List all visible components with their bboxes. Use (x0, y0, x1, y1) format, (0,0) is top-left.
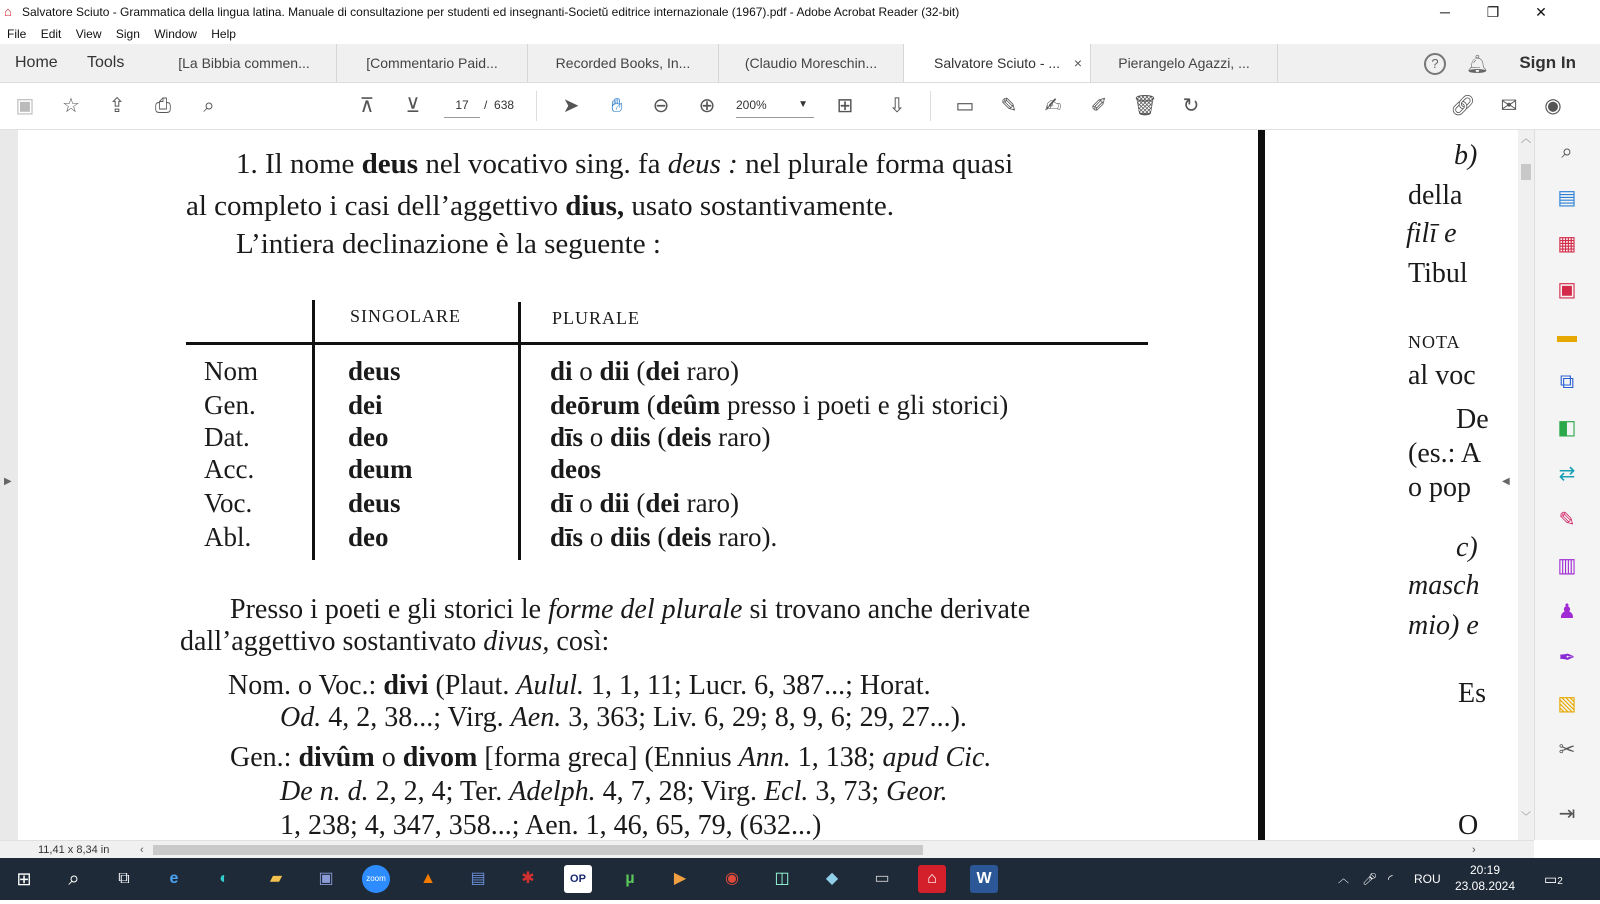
organize-pages-icon[interactable]: ▦ (1557, 233, 1577, 255)
right-text: De (1456, 404, 1489, 435)
doc-tab-2[interactable]: [Commentario Paid... (337, 44, 528, 82)
plural-forms (550, 422, 771, 453)
menu-view[interactable]: View (75, 27, 102, 41)
para1-line2: al completo i casi dell’aggettivo dius, usato sostantivamente. (186, 190, 894, 222)
close-tab-icon[interactable]: × (1073, 55, 1082, 71)
op-app-icon[interactable]: OP (564, 865, 592, 893)
send-for-review-icon[interactable]: ⇄ (1558, 463, 1576, 485)
plural-segment: raro) (679, 356, 740, 386)
table-divider (518, 302, 521, 560)
singular-form: dei (348, 390, 383, 420)
right-text: Tibul (1408, 258, 1468, 289)
singular-form: deus (348, 488, 401, 518)
table-head-plural: PLURALE (552, 308, 640, 328)
comment-tool-icon[interactable]: ▬ (1557, 325, 1577, 347)
windows-taskbar (0, 858, 1600, 900)
word-icon[interactable]: W (970, 865, 998, 893)
case-label: Nom (204, 356, 258, 386)
maximize-button[interactable]: ❐ (1486, 4, 1500, 20)
gen-line1: Gen.: divûm o divom [forma greca] (Ennius Ann. 1, 138; apud Cic. (230, 742, 992, 773)
upload-cloud-icon[interactable]: ⇪ (108, 95, 126, 117)
print-icon[interactable]: ⎙ (155, 95, 171, 117)
singular-form: deum (348, 454, 413, 484)
bell-icon[interactable]: 🔔︎ (1466, 54, 1489, 74)
find-zoom-icon[interactable]: ⌕ (203, 95, 215, 117)
rotate-icon[interactable]: ↻ (1182, 95, 1200, 117)
plural-segment: dei (645, 488, 680, 518)
singular-form: deo (348, 522, 389, 552)
hand-tool-icon[interactable]: ✋︎ (611, 95, 623, 117)
menu-edit[interactable]: Edit (40, 27, 62, 41)
plural-segment: o (572, 356, 600, 386)
plural-segment: ( (629, 488, 646, 518)
pdf-page (18, 130, 1518, 840)
plural-segment: deis (666, 422, 712, 452)
fill-sign-icon[interactable]: ✎ (1558, 509, 1576, 531)
nom-line2: Od. 4, 2, 38...; Virg. Aen. 3, 363; Liv. 6, 29; 8, 9, 6; 29, 27...). (280, 702, 967, 733)
vlc-icon[interactable]: ▲ (420, 870, 436, 887)
zoom-value: 200% (736, 98, 767, 112)
title-bar (0, 0, 1600, 24)
page-edge (1258, 130, 1265, 840)
expand-left-icon[interactable]: ▶ (4, 476, 12, 487)
comment-icon[interactable]: ▭ (955, 95, 975, 117)
sign-tool-icon[interactable]: ✒ (1558, 647, 1576, 669)
task-view-icon[interactable]: ⧉ (118, 870, 130, 887)
export-pdf-icon[interactable]: ▣ (1557, 279, 1577, 301)
doc-tab-6[interactable]: Pierangelo Agazzi, ... (1091, 44, 1278, 82)
para2-line2: dall’aggettivo sostantivato divus, così: (180, 626, 610, 657)
scroll-left-icon[interactable]: ‹ (140, 844, 144, 856)
edit-form-icon[interactable]: ✐ (1090, 95, 1108, 117)
table-divider (312, 300, 315, 560)
notification-center-icon[interactable]: ▭2 (1544, 871, 1563, 887)
plural-forms (550, 390, 1008, 421)
doc-tab-active[interactable] (904, 44, 1091, 82)
case-label: Acc. (204, 454, 255, 484)
plural-segment: diis (610, 422, 651, 452)
sign-icon[interactable]: ✍︎ (1044, 95, 1062, 117)
menu-bar (0, 24, 1600, 44)
notes-app-icon[interactable]: ◆ (825, 870, 839, 887)
collapse-right-panel-icon[interactable]: ◀ (1502, 476, 1510, 487)
microphone-icon[interactable]: 🎤︎ (1362, 872, 1378, 886)
scroll-down-icon[interactable]: ﹀ (1521, 812, 1531, 823)
page-number-input[interactable]: 17 (444, 93, 480, 118)
page-total: / 638 (484, 98, 515, 112)
plural-segment: ( (640, 390, 656, 420)
menu-sign[interactable]: Sign (115, 27, 140, 41)
case-label: Gen. (204, 390, 256, 420)
plural-segment: deûm (655, 390, 721, 420)
plural-segment: deōrum (550, 390, 640, 420)
plural-segment: diis (610, 522, 651, 552)
right-text: mio) e (1408, 610, 1479, 641)
chevron-down-icon: ▼ (798, 99, 808, 110)
account-icon[interactable]: ◉ (1544, 95, 1562, 117)
right-text: al voc (1408, 360, 1476, 391)
vertical-scrollbar[interactable] (1502, 130, 1534, 840)
document-viewer[interactable] (18, 130, 1518, 840)
plural-segment: dii (599, 488, 630, 518)
combine-files-icon[interactable]: ⧉ (1559, 371, 1575, 393)
plural-segment: ( (629, 356, 646, 386)
toolbar-separator (536, 91, 537, 121)
game-app-icon[interactable]: ✱ (521, 870, 535, 887)
plural-segment: dii (599, 356, 630, 386)
create-pdf-icon[interactable]: ▤ (1557, 187, 1577, 209)
plural-segment: raro) (711, 422, 771, 452)
left-panel-collapsed[interactable] (0, 130, 18, 840)
plural-segment: dīs (550, 522, 584, 552)
minimize-button[interactable]: ─ (1440, 4, 1450, 20)
zoom-app-icon[interactable]: zoom (362, 865, 390, 893)
right-text: della (1408, 180, 1463, 211)
page-size-label: 11,41 x 8,34 in (38, 844, 110, 856)
tab-home[interactable]: Home (15, 54, 58, 71)
plural-segment: presso i poeti e gli storici) (720, 390, 1009, 420)
plural-forms (550, 356, 739, 387)
plural-segment: ( (650, 522, 667, 552)
page-fit-icon[interactable]: ⊞ (836, 95, 854, 117)
media-player-icon[interactable]: ▶ (673, 870, 687, 887)
doc-tab-1[interactable]: [La Bibbia commen... (152, 44, 337, 82)
share-link-icon[interactable]: 🔗︎ (1450, 95, 1476, 117)
right-text: masch (1408, 570, 1480, 601)
plural-segment: dīs (550, 422, 584, 452)
highlight-pen-icon[interactable]: ✎ (1000, 95, 1018, 117)
next-page-icon[interactable]: ⊻ (405, 95, 421, 117)
plural-segment: raro). (711, 522, 778, 552)
table-head-singular: SINGOLARE (350, 306, 461, 326)
zoom-in-icon[interactable]: ⊕ (698, 95, 716, 117)
toolbar-separator (930, 91, 931, 121)
right-text: (es.: A (1408, 438, 1482, 469)
tab-tools[interactable]: Tools (87, 54, 125, 71)
case-label: Dat. (204, 422, 250, 452)
singular-form: deo (348, 422, 389, 452)
close-window-button[interactable]: ✕ (1535, 4, 1547, 20)
right-text: o pop (1408, 472, 1471, 503)
right-text: filī e (1406, 218, 1457, 249)
app-window-icon[interactable]: ▭ (874, 870, 890, 887)
plural-segment: dei (645, 356, 680, 386)
active-tab-label: Salvatore Sciuto - ... (934, 55, 1061, 71)
plural-forms (550, 522, 777, 553)
bookmark-star-icon[interactable]: ☆ (62, 95, 80, 117)
delete-icon[interactable]: 🗑︎ (1132, 95, 1158, 117)
gen-line2: De n. d. 2, 2, 4; Ter. Adelph. 4, 7, 28; Virg. Ecl. 3, 73; Geor. (280, 776, 948, 807)
start-windows-icon[interactable]: ⊞ (16, 869, 32, 889)
help-icon[interactable]: ? (1424, 53, 1446, 75)
compress-icon[interactable]: ◧ (1557, 417, 1577, 439)
notes-icon[interactable]: ▧ (1557, 693, 1577, 715)
plural-segment: deis (666, 522, 712, 552)
previous-page-icon[interactable]: ⊼ (359, 95, 375, 117)
search-zoom-icon[interactable]: ⌕ (1561, 141, 1573, 163)
scroll-right-icon[interactable]: › (1472, 844, 1476, 856)
notification-count: 2 (1557, 876, 1563, 887)
file-explorer-icon[interactable]: ▰ (269, 870, 283, 887)
window-title: Salvatore Sciuto - Grammatica della lingua latina. Manuale di consultazione per studenti ed insegnanti-Societŭ editrice internazionale (1967).pdf - Adobe Acrobat Reader (32-bit) (22, 5, 960, 19)
clock-date: 23.08.2024 (1454, 879, 1516, 893)
sign-in-link[interactable]: Sign In (1519, 53, 1576, 72)
request-signature-icon[interactable]: ♟ (1558, 601, 1576, 623)
edit-pdf-icon[interactable]: ▥ (1557, 555, 1577, 577)
wifi-icon[interactable]: ◜ (1388, 872, 1393, 886)
case-label: Abl. (204, 522, 252, 552)
plural-segment: raro) (679, 488, 740, 518)
collapse-panel-icon[interactable]: ⇥ (1558, 803, 1576, 825)
chrome-icon[interactable]: ◉ (725, 870, 739, 887)
plural-segment: ( (650, 422, 667, 452)
internet-explorer-icon[interactable]: e (169, 870, 179, 887)
save-app-icon[interactable]: ▤ (470, 870, 486, 887)
menu-file[interactable]: File (7, 27, 27, 41)
store-icon[interactable]: ◫ (774, 870, 790, 887)
tab-bar (0, 44, 1600, 83)
language-indicator[interactable]: ROU (1414, 872, 1441, 886)
right-text: NOTA (1408, 332, 1461, 352)
doc-tab-4[interactable]: (Claudio Moreschin... (719, 44, 904, 82)
para1-line3: L’intiera declinazione è la seguente : (236, 228, 661, 260)
utorrent-icon[interactable]: µ (625, 870, 635, 887)
email-icon[interactable]: ✉ (1500, 95, 1518, 117)
gen-line3: 1, 238; 4, 347, 358...; Aen. 1, 46, 65, 79, (632...) (280, 810, 822, 840)
table-rule (186, 342, 1148, 345)
select-cursor-icon[interactable]: ➤ (562, 95, 580, 117)
vertical-scroll-thumb[interactable] (1521, 164, 1531, 180)
zoom-select[interactable] (736, 93, 814, 118)
right-tools-panel (1534, 130, 1600, 840)
horizontal-scroll-thumb[interactable] (153, 845, 923, 855)
para1-line1: 1. Il nome deus nel vocativo sing. fa deus : nel plurale forma quasi (236, 148, 1014, 180)
app-icon-purple[interactable]: ▣ (318, 870, 334, 887)
singular-form: deus (348, 356, 401, 386)
plural-segment: o (572, 488, 600, 518)
menu-window[interactable]: Window (154, 27, 197, 41)
scroll-up-icon[interactable]: ︿ (1521, 134, 1531, 145)
plural-segment: di (550, 356, 573, 386)
plural-segment: deos (550, 454, 602, 484)
acrobat-taskbar-icon[interactable]: ⌂ (918, 865, 946, 893)
doc-tab-3[interactable]: Recorded Books, In... (528, 44, 719, 82)
plural-forms (550, 488, 739, 519)
right-text: Es (1458, 678, 1486, 709)
right-text: c) (1456, 532, 1478, 563)
plural-segment: o (583, 522, 611, 552)
plural-forms (550, 454, 601, 485)
zoom-out-icon[interactable]: ⊖ (652, 95, 670, 117)
plural-segment: o (583, 422, 611, 452)
scroll-mode-icon[interactable]: ⇩ (888, 95, 906, 117)
para2-line1: Presso i poeti e gli storici le forme del plurale si trovano anche derivate (230, 594, 1031, 625)
right-text: O (1458, 810, 1479, 840)
nom-line1: Nom. o Voc.: divi (Plaut. Aulul. 1, 1, 11; Lucr. 6, 387...; Horat. (228, 670, 931, 701)
edge-icon[interactable]: ◐ (219, 870, 229, 887)
tray-chevron-icon[interactable]: ︿ (1338, 873, 1349, 885)
toolbar (0, 83, 1600, 130)
menu-help[interactable]: Help (211, 27, 236, 41)
clock-time: 20:19 (1469, 863, 1501, 877)
right-text: b) (1454, 140, 1478, 171)
case-label: Voc. (204, 488, 253, 518)
search-icon[interactable]: ⌕ (68, 868, 80, 890)
more-tools-icon[interactable]: ✂ (1558, 739, 1576, 761)
plural-segment: dī (550, 488, 573, 518)
save-icon[interactable]: ▣ (15, 95, 35, 117)
acrobat-app-icon: ⌂ (4, 4, 12, 19)
clock[interactable] (1450, 858, 1520, 904)
horizontal-scrollbar[interactable] (0, 840, 1534, 859)
